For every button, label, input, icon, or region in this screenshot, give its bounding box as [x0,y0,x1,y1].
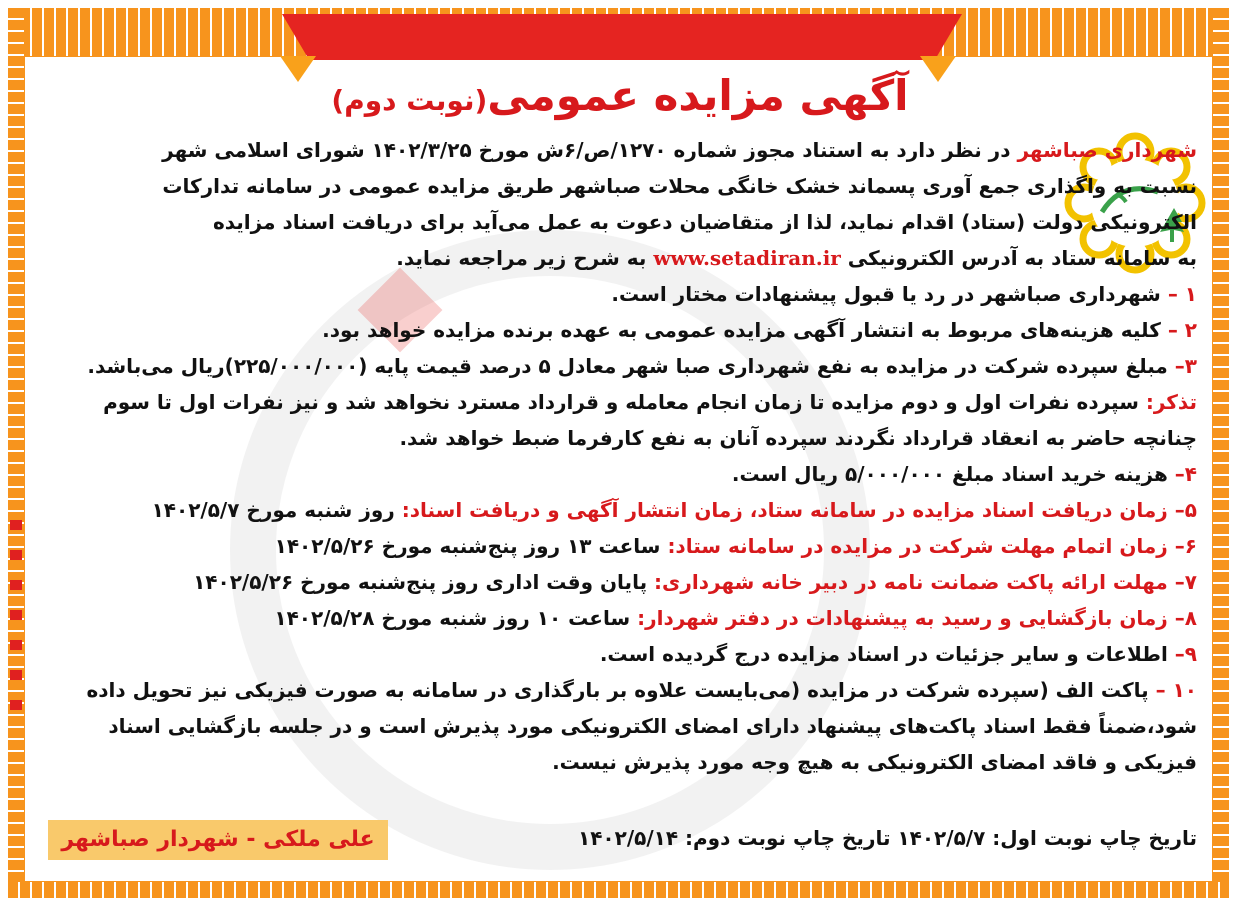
signature-box: علی ملکی - شهردار صباشهر [48,820,388,860]
list-item [48,600,1197,636]
bottom-border [8,882,1229,898]
border-tick [10,580,22,590]
note-line [48,384,1197,420]
item-text-cont: شود،ضمناً فقط اسناد پاکت‌های پیشنهاد دارای امضای الکترونیکی مورد پذیرش است و در جلسه بازگشایی اسناد [108,714,1197,738]
list-item [48,276,1197,312]
list-item [48,348,1197,384]
list-item [48,528,1197,564]
border-tick [10,610,22,620]
item-text-cont: فیزیکی و فاقد امضای الکترونیکی به هیچ وجه مورد پذیرش نیست. [552,750,1197,774]
item-text: پاکت الف (سپرده شرکت در مزایده (می‌بایست علاوه بر بارگذاری در سامانه به صورت فیزیکی نیز تحویل داده [86,678,1156,702]
intro-line-3: الکترونیکی دولت (ستاد) اقدام نماید، لذا از متقاضیان دعوت به عمل می‌آید برای دریافت اسناد مزایده [212,210,1197,234]
intro-line-1: در نظر دارد به استناد مجوز شماره ۱۲۷۰/ص/۶ش مورخ ۱۴۰۲/۳/۲۵ شورای اسلامی شهر [162,138,1018,162]
intro-line-4a: به سامانه ستاد به آدرس الکترونیکی [840,246,1197,270]
border-tick [10,700,22,710]
item-label: ۶– زمان اتمام مهلت شرکت در مزایده در سامانه ستاد: [667,534,1197,558]
item-label: ۸– زمان بازگشایی و رسید به پیشنهادات در دفتر شهردار: [637,606,1197,630]
item-value: ساعت ۱۳ روز پنج‌شنبه مورخ ۱۴۰۲/۵/۲۶ [274,534,668,558]
item-number: ۱ – [1167,282,1197,306]
item-value: روز شنبه مورخ ۱۴۰۲/۵/۷ [151,498,402,522]
list-item [48,636,1197,672]
notice-content [48,132,1197,780]
note-text-1: سپرده نفرات اول و دوم مزایده تا زمان انجام معامله و قرارداد مسترد نخواهد شد و نیز نفرات اول تا سوم [103,390,1146,414]
item-number: ۹– [1174,642,1197,666]
item-number: ۴– [1174,462,1197,486]
item-text: شهرداری صباشهر در رد یا قبول پیشنهادات مختار است. [611,282,1168,306]
list-item [48,672,1197,708]
title-main: آگهی مزایده عمومی [487,71,909,120]
item-number: ۱۰ – [1155,678,1197,702]
org-name: شهرداری صباشهر [1017,138,1197,162]
item-label: ۵– زمان دریافت اسناد مزایده در سامانه ستاد، زمان انتشار آگهی و دریافت اسناد: [401,498,1197,522]
border-tick [10,520,22,530]
item-value: ساعت ۱۰ روز شنبه مورخ ۱۴۰۲/۵/۲۸ [274,606,638,630]
list-item [48,456,1197,492]
item-value: پایان وقت اداری روز پنج‌شنبه مورخ ۱۴۰۲/۵/۲۶ [193,570,655,594]
setad-url-link[interactable]: www.setadiran.ir [653,246,841,270]
item-number: ۲ – [1167,318,1197,342]
item-text: کلیه هزینه‌های مربوط به انتشار آگهی مزایده عمومی به عهده برنده مزایده خواهد بود. [322,318,1168,342]
list-item [48,564,1197,600]
item-text: هزینه خرید اسناد مبلغ ۵/۰۰۰/۰۰۰ ریال است. [731,462,1175,486]
intro-line-2: نسبت به واگذاری جمع آوری پسماند خشک خانگی محلات صباشهر طریق مزایده عمومی در سامانه تدارکات [162,174,1197,198]
item-label: ۷– مهلت ارائه پاکت ضمانت نامه در دبیر خانه شهرداری: [654,570,1197,594]
intro-paragraph [162,132,1197,276]
border-tick [10,640,22,650]
page-title [300,66,940,126]
right-border [1213,8,1229,898]
list-item [48,492,1197,528]
intro-line-4b: به شرح زیر مراجعه نماید. [396,246,654,270]
border-tick [10,670,22,680]
note-text-2: چنانچه حاضر به انعقاد قرارداد نگردند سپرده آنان به نفع کارفرما ضبط خواهد شد. [399,426,1197,450]
title-banner [282,14,962,60]
item-number: ۳– [1174,354,1197,378]
list-item [48,312,1197,348]
border-tick [10,550,22,560]
left-border [8,8,24,898]
item-text: مبلغ سپرده شرکت در مزایده به نفع شهرداری صبا شهر معادل ۵ درصد قیمت پایه (۲۲۵/۰۰۰/۰۰۰)ریال می‌باشد. [87,354,1175,378]
print-dates: تاریخ چاپ نوبت اول: ۱۴۰۲/۵/۷ تاریخ چاپ نوبت دوم: ۱۴۰۲/۵/۱۴ [578,826,1197,850]
item-text: اطلاعات و سایر جزئیات در اسناد مزایده درج گردیده است. [599,642,1175,666]
note-label: تذکر: [1145,390,1197,414]
title-sub: (نوبت دوم) [331,84,488,117]
